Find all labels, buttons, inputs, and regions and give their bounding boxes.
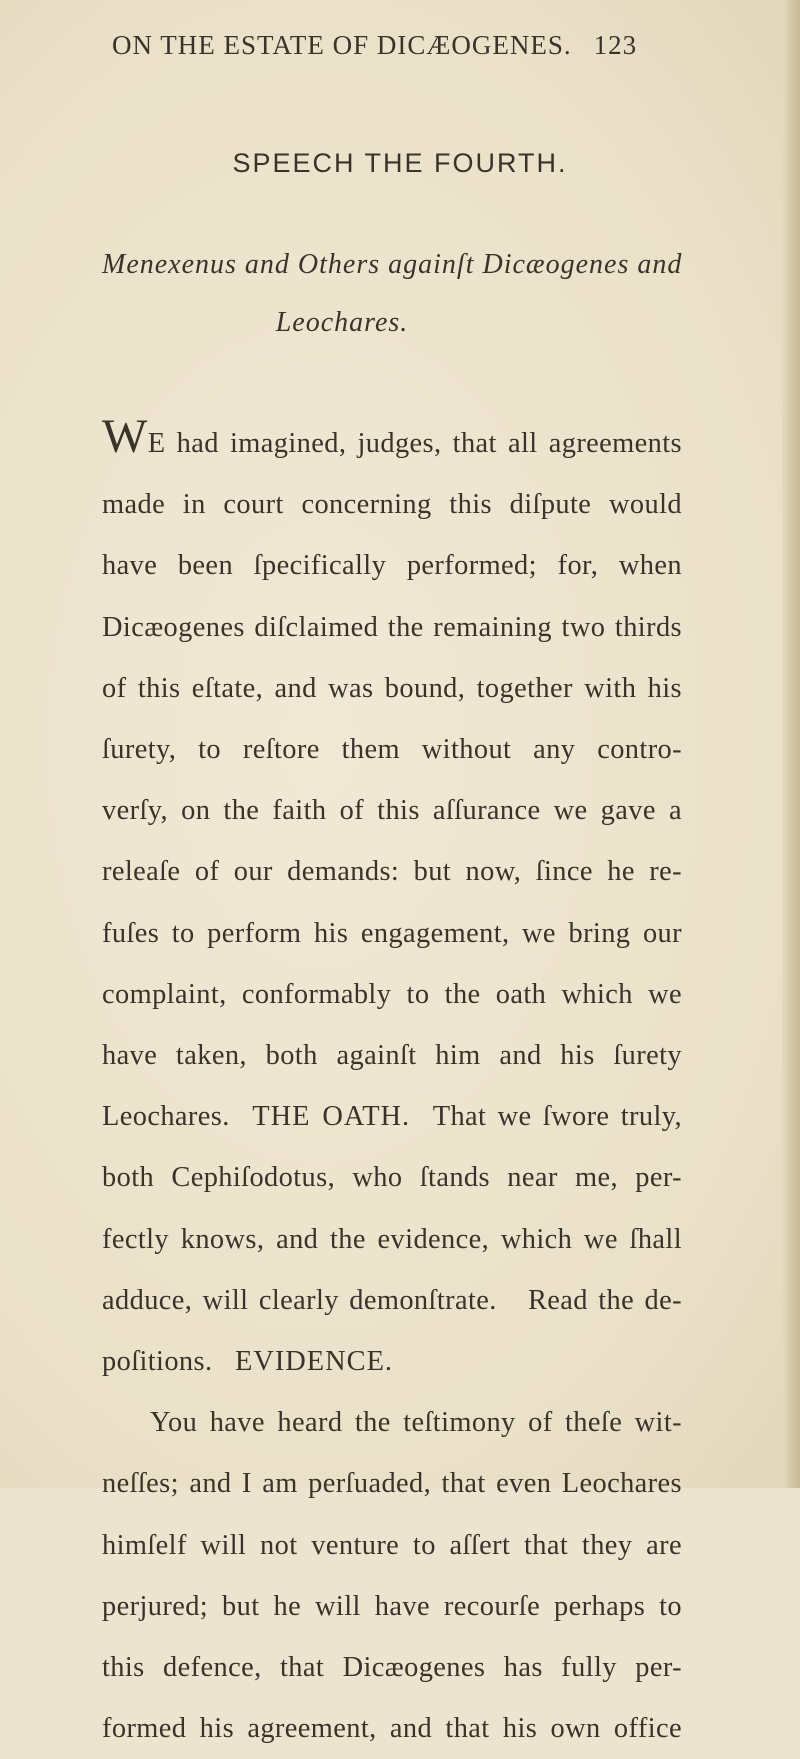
oath-label: THE OATH. xyxy=(252,1101,411,1133)
running-title: ON THE ESTATE OF DICÆOGENES. xyxy=(112,30,572,60)
text-line: formed his agreement, and that his own office xyxy=(102,1713,682,1745)
running-head xyxy=(112,30,672,61)
text-line: fectly knows, and the evidence, which we ſhall xyxy=(102,1223,682,1255)
text-line: WE had imagined, judges, that all agreements xyxy=(102,410,682,463)
speech-title: SPEECH THE FOURTH. xyxy=(232,148,568,178)
text-line: both Cephiſodotus, who ſtands near me, per- xyxy=(102,1162,682,1194)
text-line: have taken, both againſt him and his ſurety xyxy=(102,1040,682,1072)
text-line: fuſes to perform his engagement, we bring our xyxy=(102,917,682,949)
text-line: adduce, will clearly demonſtrate. Read the de- xyxy=(102,1284,682,1316)
subtitle-line-2: Leochares. xyxy=(275,307,409,338)
page-number: 123 xyxy=(593,30,638,60)
text-line: releaſe of our demands: but now, ſince he re- xyxy=(102,856,682,888)
text-line: Dicæogenes diſclaimed the remaining two thirds xyxy=(102,611,682,643)
text-line: himſelf will not venture to aſſert that they are xyxy=(102,1529,682,1561)
text-line: ſurety, to reſtore them without any contro- xyxy=(102,734,682,766)
body-text xyxy=(102,410,682,1759)
text-line: have been ſpecifically performed; for, when xyxy=(102,550,682,582)
drop-cap: W xyxy=(102,410,148,463)
text-line: perjured; but he will have recourſe perhaps to xyxy=(102,1590,682,1622)
text-line: made in court concerning this diſpute would xyxy=(102,489,682,521)
text-line: neſſes; and I am perſuaded, that even Leochares xyxy=(102,1468,682,1500)
text-line: verſy, on the faith of this aſſurance we gave a xyxy=(102,795,682,827)
speech-subtitle xyxy=(102,236,702,352)
subtitle-line-1: Menexenus and Others againſt Dicæogenes and xyxy=(102,249,683,280)
evidence-label: EVIDENCE. xyxy=(234,1346,394,1378)
text-line: this defence, that Dicæogenes has fully per- xyxy=(102,1652,682,1684)
text-line: poſitions. EVIDENCE. xyxy=(102,1346,394,1378)
text-line: of this eſtate, and was bound, together with his xyxy=(102,672,682,704)
text-line: Leochares. THE OATH. That we ſwore truly, xyxy=(102,1101,682,1133)
text-line: You have heard the teſtimony of theſe wit- xyxy=(150,1407,682,1439)
page-gutter-shadow xyxy=(782,0,800,1488)
text-line: complaint, conformably to the oath which we xyxy=(102,978,682,1010)
